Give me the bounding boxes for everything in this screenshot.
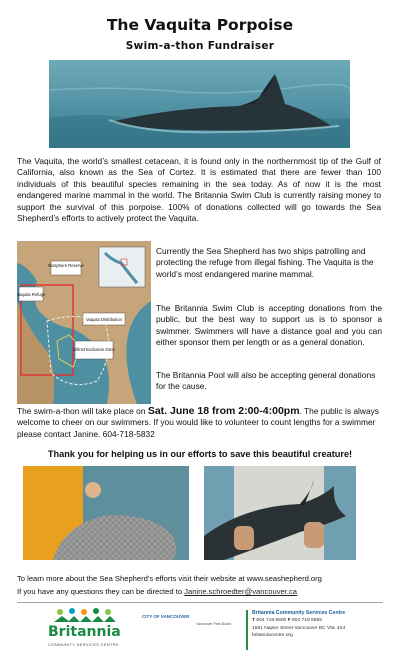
contact-org: Britannia Community Services Centre <box>252 610 346 616</box>
net-porpoise-photo <box>23 466 189 560</box>
event-datetime: Sat. June 18 from 2:00-4:00pm <box>147 405 300 417</box>
vaquita-range-map <box>17 241 151 404</box>
sea-shepherd-paragraph: Currently the Sea Shepherd has two ships patrolling and protecting the refuge from illegal fishing. The Vaquita is the world’s most endangered marine mammal. <box>156 246 374 279</box>
page-title: The Vaquita Porpoise <box>106 16 294 34</box>
map-label-distribution: Vaquita Distribution <box>85 317 123 322</box>
website-line: To learn more about the Sea Shepherd’s efforts visit their website at www.seashepherd.org <box>17 574 322 583</box>
phone-number: 604 718 5800 <box>256 618 287 624</box>
questions-line <box>17 587 297 596</box>
fax-label: F <box>287 618 291 624</box>
thank-you-line: Thank you for helping us in our efforts to save this beautiful creature! <box>47 449 353 459</box>
fax-number: 604 718 5855 <box>292 618 322 624</box>
event-details: . The public is always welcome to cheer on our swimmers. If you would like to volunteer to count lengths for a swimmer please contact Janine. 604-718-5832 <box>17 406 379 439</box>
pool-paragraph: The Britannia Pool will also be accepting general donations for the cause. <box>156 370 376 392</box>
park-board-logo: Vancouver Park Board <box>196 622 231 626</box>
donations-paragraph: The Britannia Swim Club is accepting donations from the public, but the best way to support us is to sponsor a swimmer. Swimmers will have a distance goal and you can either sponsor them per length or as a general donation. <box>156 303 382 348</box>
hero-porpoise-photo <box>49 60 350 148</box>
contact-phones <box>252 617 346 624</box>
phone-label: T <box>252 618 255 624</box>
event-prefix: The swim-a-thon will take place on <box>17 406 148 416</box>
questions-prefix: If you have any questions they can be directed to <box>17 587 185 596</box>
contact-divider <box>246 610 248 650</box>
map-label-refuge: Vaquita Refuge <box>17 292 46 297</box>
britannia-logo-subtitle: COMMUNITY SERVICES CENTRE <box>48 642 119 647</box>
britannia-logo-wordmark: Britannia <box>48 624 121 640</box>
held-porpoise-photo <box>204 466 356 560</box>
intro-paragraph: The Vaquita, the world’s smallest cetacean, it is found only in the northernmost tip of the Gulf of California, also known as the Sea of Cortez. It is estimated that there are fewer than 100 individuals of this beautiful species remaining in the sea today. As of now it is the most endangered marine mammal in the world. The Britannia Swim Club is currently raising money to support the survival of this porpoise. 100% of donations collected will go towards the Sea Shepherd’s efforts to actively protect the Vaquita. <box>17 156 381 224</box>
contact-website[interactable]: britanniacentre.org <box>252 633 293 639</box>
map-label-biosphere: Biosphere Reserve <box>48 263 84 268</box>
footer-divider <box>17 602 383 603</box>
contact-email-link[interactable]: Janine.schroedter@vancouver.ca <box>184 587 297 596</box>
contact-block <box>252 610 346 640</box>
page-subtitle: Swim-a-thon Fundraiser <box>125 40 275 52</box>
map-label-gillnet: Gillnet Exclusion Zone <box>73 347 115 352</box>
event-paragraph <box>17 406 383 440</box>
contact-address: 1661 Napier Street Vancouver BC V5L 4X4 <box>252 625 346 631</box>
city-of-vancouver-logo: CITY OF VANCOUVER <box>142 614 190 619</box>
